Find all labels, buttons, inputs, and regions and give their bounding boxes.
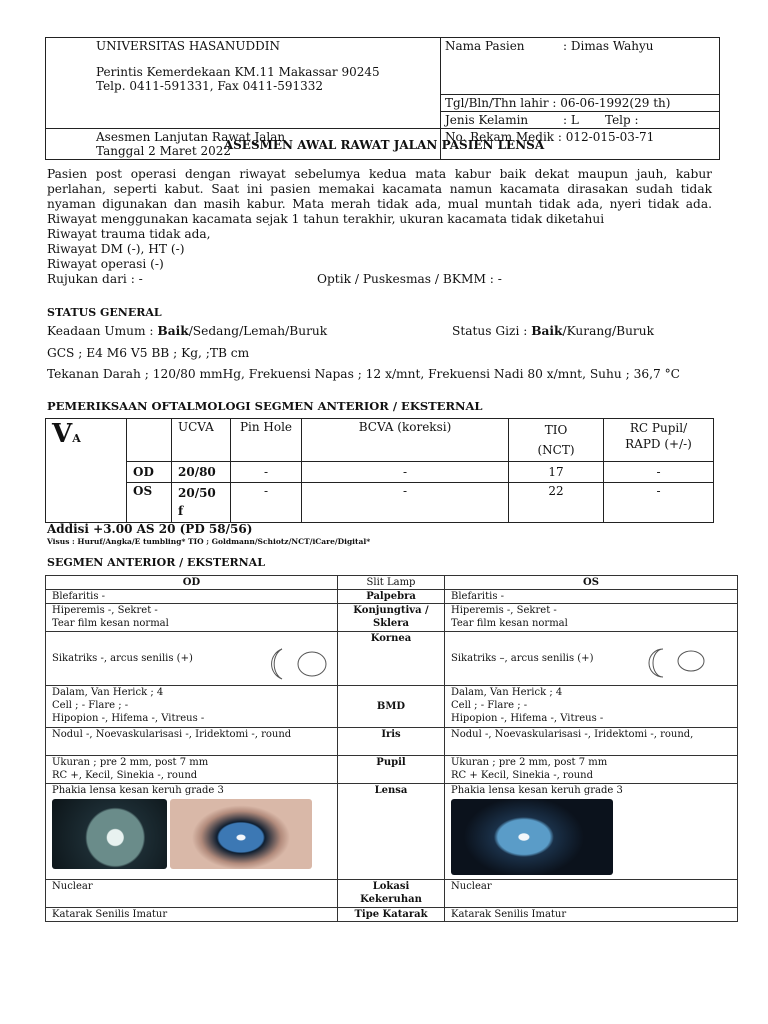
gcs-line: GCS ; E4 M6 V5 BB ; Kg, ;TB cm [47,346,250,360]
mid-line: Lokasi [372,881,410,892]
ucva-suffix: f [178,504,184,518]
od-line: Ukuran ; pre 2 mm, post 7 mm [52,757,209,768]
pinhole-value: - [231,483,302,523]
os-cell [445,604,738,632]
row-bmd [46,686,738,728]
patient-name-label: Nama Pasien [445,39,525,53]
exam-heading: PEMERIKSAAN OFTALMOLOGI SEGMEN ANTERIOR / EKSTERNAL [47,399,483,413]
os-cell [445,686,738,728]
od-cell [46,604,338,632]
lens-photo-od-1 [52,799,167,869]
tio-value: 17 [509,462,604,483]
va-row-os [46,483,714,523]
mid-cell: Tipe Katarak [338,908,445,922]
os-line: Sikatriks –, arcus senilis (+) [451,653,594,664]
od-cell: Nodul -, Noevaskularisasi -, Iridektomi -, round [46,728,338,756]
os-line: Cell ; - Flare ; - [451,700,528,711]
ucva-value: 20/80 [172,462,231,483]
patient-name-cell [441,38,720,95]
mid-cell: Kornea [338,632,445,686]
status-general-heading: STATUS GENERAL [47,306,162,319]
mid-cell [338,604,445,632]
os-line: Hiperemis -, Sekret - [451,605,557,616]
od-cell: Katarak Senilis Imatur [46,908,338,922]
pinhole-header: Pin Hole [231,419,302,462]
cornea-diagram-icon [260,647,330,681]
sex-line [441,112,719,128]
od-cell [46,784,338,880]
referral-line [47,272,712,287]
mid-cell: Iris [338,728,445,756]
phone-label: Telp : [605,113,639,127]
history-line: nyaman digunakan dan masih kabur. Mata merah tidak ada, mual muntah tidak ada, nyeri tidak ada. [47,197,712,211]
od-line: Cell ; - Flare ; - [52,700,129,711]
od-line: Tear film kesan normal [52,618,169,629]
segment-header-row [46,576,738,590]
visual-acuity-table [45,418,714,523]
os-cell [445,756,738,784]
row-pupil [46,756,738,784]
rc-value: - [604,483,714,523]
referral-source: Optik / Puskesmas / BKMM : - [317,272,502,286]
bcva-header: BCVA (koreksi) [302,419,509,462]
od-cell: Nuclear [46,880,338,908]
ucva-value: 20/50 [178,486,216,500]
os-line: Hipopion -, Hifema -, Vitreus - [451,713,604,724]
os-cell: Nuclear [445,880,738,908]
os-line: Ukuran ; pre 2 mm, post 7 mm [451,757,608,768]
od-cell [46,686,338,728]
pinhole-value: - [231,462,302,483]
gizi-selected: Baik [531,324,563,338]
mid-cell [338,880,445,908]
eye-label: OS [127,483,172,523]
history-block [47,167,712,287]
mid-cell: BMD [338,686,445,728]
ucva-value-cell [172,483,231,523]
od-line: Hiperemis -, Sekret - [52,605,158,616]
gizi-label: Status Gizi : [452,324,532,338]
col-od-header: OD [46,576,338,590]
dob-sex-cell [441,95,720,129]
patient-name-value: : Dimas Wahyu [563,39,654,53]
bcva-value: - [302,462,509,483]
mid-cell: Palpebra [338,590,445,604]
gizi-options: /Kurang/Buruk [562,324,654,338]
os-cell: Katarak Senilis Imatur [445,908,738,922]
od-cell [46,632,338,686]
row-palpebra [46,590,738,604]
history-line: Pasien post operasi dengan riwayat sebelumya kedua mata kabur baik dekat maupun jauh, kabur [47,167,712,181]
history-line: Riwayat operasi (-) [47,257,164,271]
bcva-value: - [302,483,509,523]
keadaan-label: Keadaan Umum : [47,324,158,338]
mid-cell: Lensa [338,784,445,880]
tio-value: 22 [509,483,604,523]
od-cell [46,756,338,784]
row-iris [46,728,738,756]
col-os-header: OS [445,576,738,590]
keadaan-umum-line [47,324,327,338]
exam-note: Visus : Huruf/Angka/E tumbling* TIO ; Goldmann/Schiotz/NCT/iCare/Digital* [47,537,371,546]
history-line: perlahan, seperti kabut. Saat ini pasien memakai kacamata namun kacamata dirasakan sudah tidak [47,182,712,196]
eye-header-cell [127,419,172,462]
row-kornea [46,632,738,686]
form-date: Tanggal 2 Maret 2022 [96,144,232,158]
cornea-diagram-icon [643,647,713,679]
addition-line: Addisi +3.00 AS 20 (PD 58/56) [47,522,253,536]
history-line: Riwayat menggunakan kacamata sejak 1 tahun terakhir, ukuran kacamata tidak diketahui [47,212,605,226]
document-title: ASESMEN AWAL RAWAT JALAN PASIEN LENSA [223,138,545,152]
od-line: Dalam, Van Herick ; 4 [52,687,164,698]
row-lokasi [46,880,738,908]
mid-line: Konjungtiva / [353,605,429,616]
mid-line: Kekeruhan [360,894,422,905]
os-cell: Nodul -, Noevaskularisasi -, Iridektomi -, round, [445,728,738,756]
history-line: Riwayat DM (-), HT (-) [47,242,185,256]
referral-label: Rujukan dari : - [47,272,143,286]
sex-label: Jenis Kelamin [445,113,529,127]
os-cell [445,784,738,880]
va-symbol: V [52,419,73,449]
va-label-cell [46,419,127,523]
tio-header [509,419,604,462]
lens-photo-od-2 [170,799,312,869]
os-line: Tear film kesan normal [451,618,568,629]
dob-line: Tgl/Bln/Thn lahir : 06-06-1992(29 th) [441,95,719,112]
os-line: Dalam, Van Herick ; 4 [451,687,563,698]
segment-heading: SEGMEN ANTERIOR / EKSTERNAL [47,556,265,569]
od-cell: Blefaritis - [46,590,338,604]
os-cell: Blefaritis - [445,590,738,604]
status-gizi-line [452,324,654,338]
rc-header-line2: RAPD (+/-) [625,437,692,451]
institution-name: UNIVERSITAS HASANUDDIN [96,39,280,53]
mid-cell: Pupil [338,756,445,784]
row-tipe-katarak [46,908,738,922]
mrn-cell: No. Rekam Medik : 012-015-03-71 [441,129,720,160]
row-lensa [46,784,738,880]
address-line-2: Telp. 0411-591331, Fax 0411-591332 [96,79,324,93]
vitals-line: Tekanan Darah ; 120/80 mmHg, Frekuensi Napas ; 12 x/mnt, Frekuensi Nadi 80 x/mnt, Suhu ; 36,7 °C [47,367,681,381]
tio-header-line2: (NCT) [537,443,575,457]
rc-value: - [604,462,714,483]
od-line: Phakia lensa kesan keruh grade 3 [52,785,224,796]
od-line: Hipopion -, Hifema -, Vitreus - [52,713,205,724]
od-line: RC +, Kecil, Sinekia -, round [52,770,198,781]
ucva-header: UCVA [172,419,231,462]
va-row-od [46,462,714,483]
sex-value: : L [563,113,579,127]
tio-header-line1: TIO [544,423,568,437]
keadaan-options: /Sedang/Lemah/Buruk [188,324,328,338]
os-line: Phakia lensa kesan keruh grade 3 [451,785,623,796]
row-konjungtiva [46,604,738,632]
os-line: RC + Kecil, Sinekia -, round [451,770,594,781]
segment-table [45,575,738,922]
address-line-1: Perintis Kemerdekaan KM.11 Makassar 90245 [96,65,380,79]
form-name: Asesmen Lanjutan Rawat Jalan [96,130,286,144]
keadaan-selected: Baik [157,324,189,338]
col-mid-header: Slit Lamp [338,576,445,590]
lens-photo-os [451,799,613,875]
history-line: Riwayat trauma tidak ada, [47,227,211,241]
od-line: Sikatriks -, arcus senilis (+) [52,653,193,664]
rc-header-line1: RC Pupil/ [629,421,688,435]
os-cell [445,632,738,686]
va-subscript: A [72,432,81,445]
mid-line: Sklera [372,618,410,629]
eye-label: OD [127,462,172,483]
institution-cell [46,38,441,129]
rc-pupil-header [604,419,714,462]
